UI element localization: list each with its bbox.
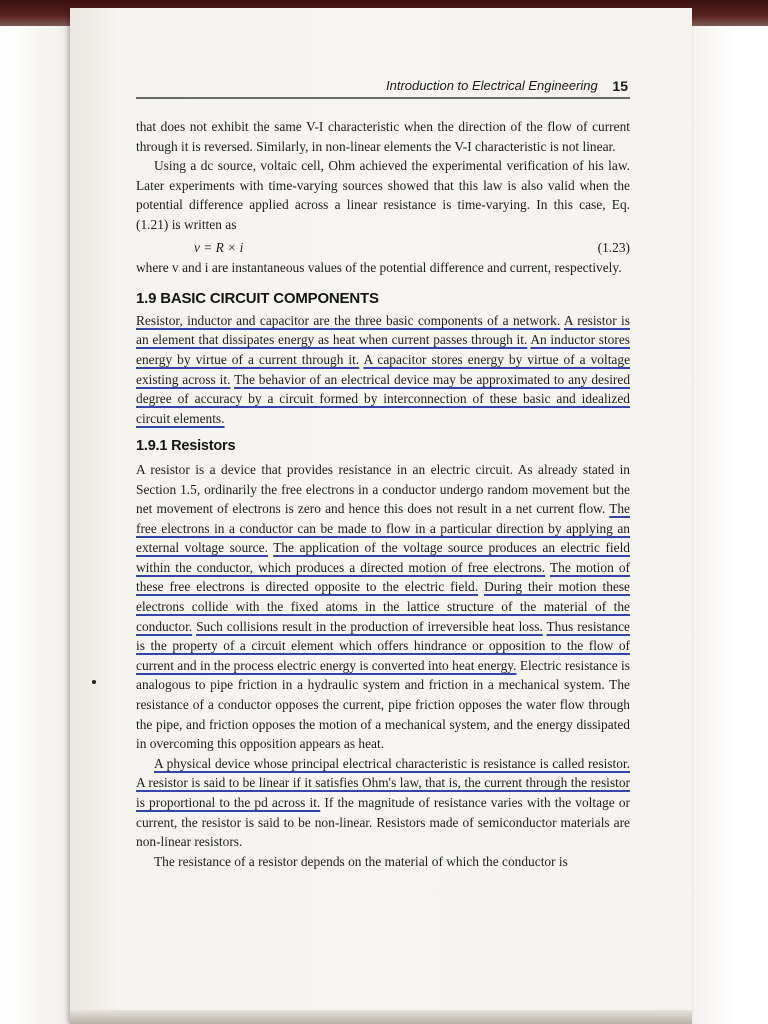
highlighted-text: Such collisions result in the production of irreversible heat loss. — [196, 618, 543, 634]
margin-mark — [92, 680, 96, 684]
highlighted-text: The application of the voltage source produces an electric field within the conductor, which produces a directed motion of free electrons. — [136, 540, 631, 575]
subsection-paragraph — [136, 460, 630, 754]
highlighted-text: A resistor is an element that dissipates energy as heat when current passes through it. — [136, 312, 630, 348]
highlighted-text: A physical device whose principal electrical characteristic is resistance is called resistor. — [154, 755, 630, 771]
equation — [136, 236, 630, 258]
subsection-heading: 1.9.1 Resistors — [136, 438, 236, 455]
background-left — [0, 0, 70, 1024]
highlighted-text: The motion of these free electrons is directed opposite to the electric field. — [136, 559, 630, 595]
text: If the magnitude of resistance varies with the voltage or current, the resistor is said to be non-linear. Resistors made of semiconductor materials are non-linear resistors. — [136, 795, 630, 850]
equation-expression: v = R × i — [194, 239, 244, 255]
subsection-paragraph — [136, 754, 630, 852]
header-title: Introduction to Electrical Engineering — [386, 78, 598, 93]
highlighted-text: Thus resistance is the property of a circuit element which offers hindrance or opposition to the flow of current and in the process electric energy is converted into heat energy. — [136, 618, 630, 673]
page-number: 15 — [612, 78, 628, 94]
header-rule — [136, 97, 630, 99]
highlighted-text: The behavior of an electrical device may be approximated to any desired degree of accuracy by a circuit formed by interconnection of these basic and idealized circuit elements. — [136, 371, 631, 426]
text: Electric resistance is analogous to pipe friction in a hydraulic system and friction in a mechanical system. The resistance of a conductor opposes the current, pipe friction opposes the water flow through the pipe, and friction opposes the motion of a mechanical system, and the energy dissipated in overcoming this opposition appears as heat. — [136, 657, 630, 752]
text: A resistor is a device that provides resistance in an electric circuit. As already stated in Section 1.5, ordinarily the free electrons in a conductor undergo random movement but the net movement of electrons is zero and hence this does not result in a net current flow. — [136, 461, 630, 517]
paragraph: Using a dc source, voltaic cell, Ohm achieved the experimental verification of his law. Later experiments with time-varying sources showed that this law is also valid when the potential difference applied across a linear resistance is time-varying. In this case, Eq. (1.21) is written as — [136, 158, 630, 232]
section-heading: 1.9 BASIC CIRCUIT COMPONENTS — [136, 290, 379, 308]
background-right — [690, 0, 768, 1024]
highlighted-text: The free electrons in a conductor can be made to flow in a particular direction by applying an external voltage source. — [136, 501, 631, 556]
running-header — [386, 78, 634, 98]
paragraph: where v and i are instantaneous values of the potential difference and current, respectively. — [136, 259, 622, 275]
page-bottom-edge — [70, 1010, 692, 1024]
page-body — [136, 117, 630, 871]
subsection-paragraph: The resistance of a resistor depends on the material of which the conductor is — [154, 853, 568, 869]
highlighted-text: An inductor stores energy by virtue of a current through it. — [136, 332, 630, 367]
highlighted-text: A resistor is said to be linear if it satisfies Ohm's law, that is, the current through the resistor is proportional to the pd across it. — [136, 775, 630, 810]
equation-number: (1.23) — [597, 239, 630, 255]
section-paragraph — [136, 311, 630, 429]
highlighted-text: A capacitor stores energy by virtue of a voltage existing across it. — [136, 351, 631, 387]
paragraph: that does not exhibit the same V-I characteristic when the direction of the flow of current through it is reversed. Similarly, in non-linear elements the V-I characteristic is not linear. — [136, 119, 630, 154]
highlighted-text: During their motion these electrons collide with the fixed atoms in the lattice structure of the material of the conductor. — [136, 579, 630, 634]
highlighted-text: Resistor, inductor and capacitor are the three basic components of a network. — [136, 312, 561, 328]
